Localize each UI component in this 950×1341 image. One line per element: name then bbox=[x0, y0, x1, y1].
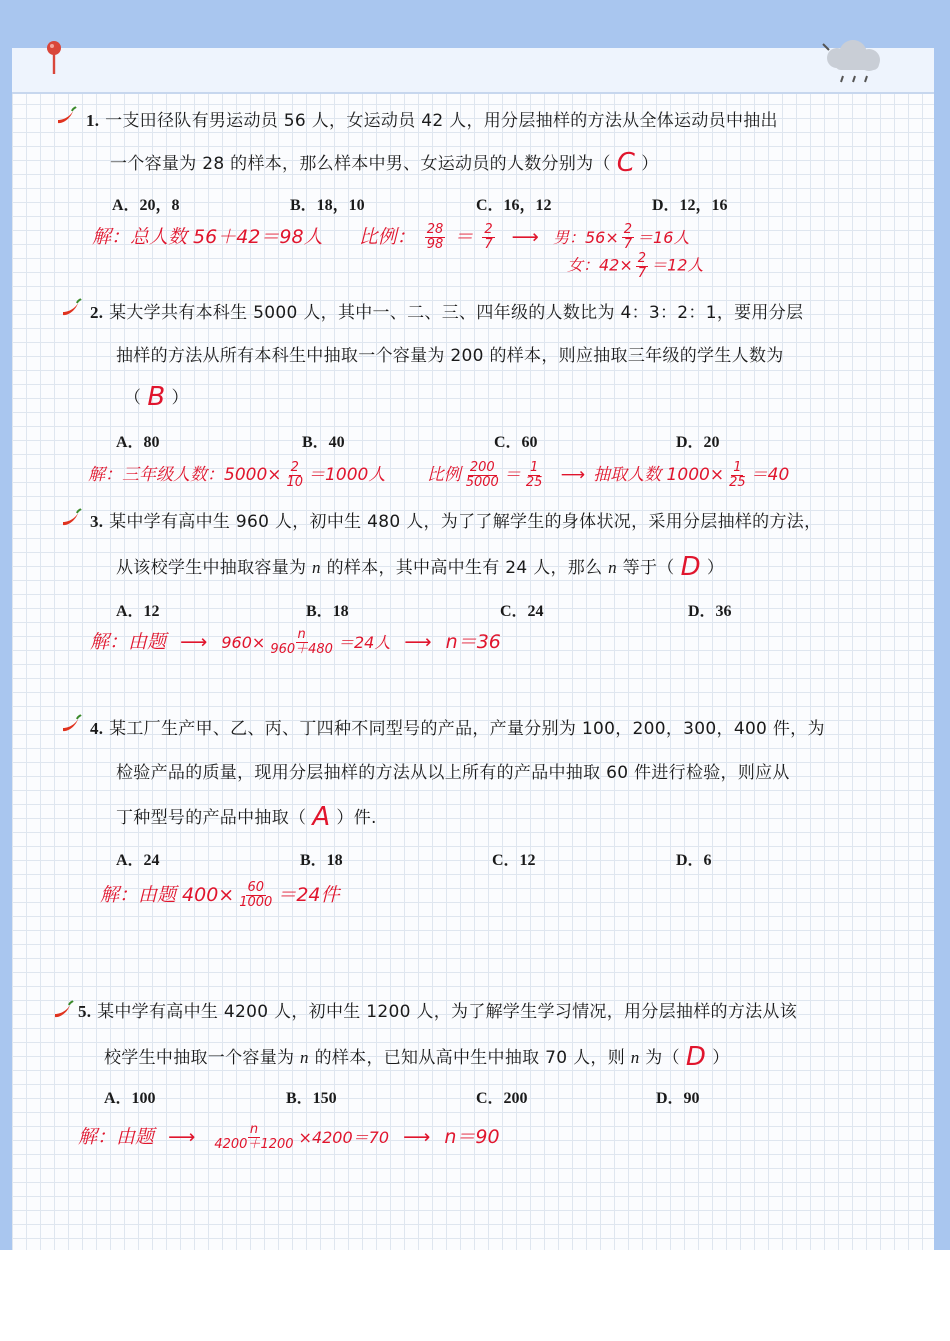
solution-female: 女：42× bbox=[567, 255, 633, 275]
fraction bbox=[237, 881, 274, 909]
fraction-top: n bbox=[297, 627, 306, 643]
question-1-close-paren: ） bbox=[641, 154, 659, 174]
solution-ratio-label: 比例 bbox=[426, 465, 461, 485]
solution-result: ＝1000人 bbox=[308, 465, 386, 485]
fraction bbox=[464, 461, 501, 489]
solution-text: 解：三年级人数：5000× bbox=[88, 465, 282, 485]
question-1-text-2: 一个容量为 28 的样本，那么样本中男、女运动员的人数分别为（ bbox=[110, 154, 611, 174]
question-2-line-1 bbox=[90, 298, 803, 323]
question-1-option-d: D．12，16 bbox=[652, 197, 728, 214]
question-1-solution-female bbox=[567, 252, 703, 280]
question-3-text-2a: 从该校学生中抽取容量为 bbox=[116, 558, 307, 578]
question-2-option-d: D．20 bbox=[676, 434, 720, 451]
question-4-line-2: 检验产品的质量，现用分层抽样的方法从以上所有的产品中抽取 60 件进行检验，则应从 bbox=[116, 763, 790, 783]
question-1-solution bbox=[92, 222, 689, 252]
fraction-top: 1 bbox=[529, 459, 539, 475]
variable-n: n bbox=[630, 1048, 640, 1067]
question-5-line-1 bbox=[78, 997, 797, 1022]
question-1-option-c: C．16，12 bbox=[476, 197, 552, 214]
chili-pepper-icon bbox=[52, 1000, 74, 1020]
solution-text: 解：由题 400× bbox=[100, 884, 235, 906]
fraction bbox=[285, 461, 306, 489]
question-4-line-1 bbox=[90, 714, 825, 739]
solution-text: 解：由题 bbox=[90, 631, 167, 653]
chili-pepper-icon bbox=[60, 714, 82, 734]
variable-n: n bbox=[608, 558, 617, 577]
solution-male: 男：56× bbox=[552, 228, 619, 247]
fraction-bottom: 5000 bbox=[465, 474, 499, 490]
solution-tail: n＝90 bbox=[444, 1126, 500, 1148]
question-1-line-2 bbox=[110, 146, 659, 176]
question-5-option-d: D．90 bbox=[656, 1090, 700, 1107]
question-2-text-1: 某大学共有本科生 5000 人，其中一、二、三、四年级的人数比为 4：3：2：1，要用分层 bbox=[109, 303, 804, 323]
question-4-line-3 bbox=[116, 800, 377, 830]
question-5-option-c: C．200 bbox=[476, 1090, 528, 1107]
fraction-bottom: 10 bbox=[286, 474, 304, 490]
question-3-option-c: C．24 bbox=[500, 603, 544, 620]
variable-n: n bbox=[300, 1048, 309, 1067]
fraction-bottom: 4200＋1200 bbox=[214, 1137, 294, 1152]
open-paren: （ bbox=[124, 388, 142, 408]
fraction bbox=[425, 223, 446, 251]
question-3-option-b: B．18 bbox=[306, 603, 349, 620]
question-5-option-a: A．100 bbox=[104, 1090, 156, 1107]
question-5-solution bbox=[78, 1122, 500, 1152]
solution-text: 解：由题 bbox=[78, 1126, 155, 1148]
question-3-text-1: 某中学有高中生 960 人，初中生 480 人，为了了解学生的身体状况，采用分层抽样的方法， bbox=[109, 512, 822, 532]
fraction bbox=[524, 461, 545, 489]
solution-result: ＝40 bbox=[750, 465, 790, 485]
question-3-line-2 bbox=[116, 550, 724, 580]
question-3-solution bbox=[90, 627, 501, 657]
fraction-bottom: 1000 bbox=[239, 895, 273, 910]
solution-tail: 抽取人数 1000× bbox=[593, 465, 725, 485]
question-4-option-d: D．6 bbox=[676, 852, 712, 869]
arrow: ⟶ bbox=[404, 631, 432, 653]
question-2-line-3 bbox=[124, 380, 189, 410]
question-5-text-2a: 校学生中抽取一个容量为 bbox=[104, 1048, 295, 1068]
pin-icon bbox=[44, 40, 64, 76]
fraction-top: 2 bbox=[290, 459, 299, 475]
question-5-text-2b: 的样本，已知从高中生中抽取 70 人，则 bbox=[314, 1048, 626, 1068]
arrow: ⟶ bbox=[168, 1126, 196, 1148]
fraction-top: 28 bbox=[426, 222, 444, 238]
question-2-answer: B bbox=[147, 382, 166, 412]
question-3-option-a: A．12 bbox=[116, 603, 160, 620]
question-4-number: 4. bbox=[90, 719, 104, 738]
solution-result: ＝24件 bbox=[277, 884, 340, 906]
question-1-line-1 bbox=[86, 106, 778, 131]
fraction-top: 2 bbox=[637, 251, 647, 266]
question-4-text-1: 某工厂生产甲、乙、丙、丁四种不同型号的产品，产量分别为 100，200，300，400 件，为 bbox=[109, 719, 825, 739]
fraction-top: 2 bbox=[623, 222, 633, 238]
fraction-top: 200 bbox=[469, 459, 495, 475]
question-5-option-b: B．150 bbox=[286, 1090, 337, 1107]
chili-pepper-icon bbox=[60, 508, 82, 528]
question-1-option-a: A．20，8 bbox=[112, 197, 180, 214]
question-1-answer: C bbox=[616, 148, 636, 178]
question-5-text-1: 某中学有高中生 4200 人，初中生 1200 人，为了解学生学习情况，用分层抽样的方法从该 bbox=[97, 1002, 798, 1022]
question-3-text-2b: 的样本，其中高中生有 24 人，那么 bbox=[326, 558, 603, 578]
question-1-number: 1. bbox=[86, 111, 100, 130]
question-1-option-b: B．18，10 bbox=[290, 197, 365, 214]
fraction-bottom: 960＋480 bbox=[270, 642, 333, 657]
question-5-text-2c: 为（ bbox=[645, 1048, 680, 1068]
fraction-bottom: 25 bbox=[729, 474, 746, 490]
solution-text: 解：总人数 56＋42＝98人 bbox=[92, 226, 323, 248]
variable-n: n bbox=[312, 558, 321, 577]
fraction bbox=[212, 1123, 295, 1151]
question-2-line-2: 抽样的方法从所有本科生中抽取一个容量为 200 的样本，则应抽取三年级的学生人数为 bbox=[116, 346, 784, 366]
question-3-number: 3. bbox=[90, 512, 104, 531]
rain-cloud-icon bbox=[815, 38, 890, 86]
fraction-bottom: 7 bbox=[484, 237, 493, 252]
solution-result: ＝24人 bbox=[337, 633, 391, 652]
arrow: ⟶ bbox=[403, 1126, 431, 1148]
equals: ＝ bbox=[454, 226, 474, 248]
question-2-option-b: B．40 bbox=[302, 434, 345, 451]
solution-mid: 960× bbox=[221, 633, 266, 652]
close-paren: ） bbox=[712, 1048, 730, 1068]
fraction bbox=[636, 252, 648, 280]
fraction-top: 1 bbox=[733, 459, 742, 475]
fraction-bottom: 98 bbox=[426, 237, 444, 252]
question-4-option-c: C．12 bbox=[492, 852, 536, 869]
question-4-option-a: A．24 bbox=[116, 852, 160, 869]
question-3-line-1 bbox=[90, 507, 821, 532]
fraction-top: 2 bbox=[484, 222, 493, 238]
close-paren: ） bbox=[171, 388, 189, 408]
question-3-text-2c: 等于（ bbox=[622, 558, 675, 578]
question-5-answer: D bbox=[685, 1042, 707, 1072]
fraction bbox=[622, 223, 634, 251]
fraction bbox=[268, 628, 335, 656]
question-4-answer: A bbox=[312, 802, 331, 832]
solution-tail: n＝36 bbox=[445, 631, 501, 653]
question-2-number: 2. bbox=[90, 303, 104, 322]
fraction-bottom: 7 bbox=[637, 265, 647, 281]
fraction bbox=[727, 461, 748, 489]
arrow: ⟶ bbox=[511, 226, 539, 248]
fraction-bottom: 25 bbox=[525, 474, 543, 490]
question-3-answer: D bbox=[680, 552, 701, 582]
question-2-option-a: A．80 bbox=[116, 434, 160, 451]
arrow: ⟶ bbox=[180, 631, 208, 653]
fraction bbox=[482, 223, 494, 251]
question-4-solution bbox=[100, 880, 340, 910]
question-2-solution bbox=[88, 460, 789, 489]
question-3-option-d: D．36 bbox=[688, 603, 732, 620]
header-strip bbox=[12, 48, 934, 94]
solution-ratio-label: 比例： bbox=[358, 226, 416, 248]
fraction-top: 60 bbox=[247, 880, 265, 896]
close-paren: ） bbox=[706, 558, 725, 578]
question-4-text-3b: ）件. bbox=[336, 808, 377, 828]
question-2-option-c: C．60 bbox=[494, 434, 538, 451]
question-4-text-3a: 丁种型号的产品中抽取（ bbox=[116, 808, 307, 828]
question-5-line-2 bbox=[104, 1040, 730, 1070]
solution-result: ×4200＝70 bbox=[298, 1128, 390, 1147]
arrow: ⟶ bbox=[560, 465, 586, 485]
solution-male-result: ＝16人 bbox=[637, 228, 690, 247]
question-4-option-b: B．18 bbox=[300, 852, 343, 869]
question-5-number: 5. bbox=[78, 1002, 92, 1021]
fraction-top: n bbox=[249, 1122, 259, 1138]
chili-pepper-icon bbox=[55, 106, 77, 126]
solution-female-result: ＝12人 bbox=[651, 255, 704, 275]
equals: ＝ bbox=[503, 465, 521, 485]
fraction-bottom: 7 bbox=[623, 237, 633, 252]
question-1-text-1: 一支田径队有男运动员 56 人，女运动员 42 人，用分层抽样的方法从全体运动员中抽出 bbox=[105, 111, 778, 131]
chili-pepper-icon bbox=[60, 298, 82, 318]
